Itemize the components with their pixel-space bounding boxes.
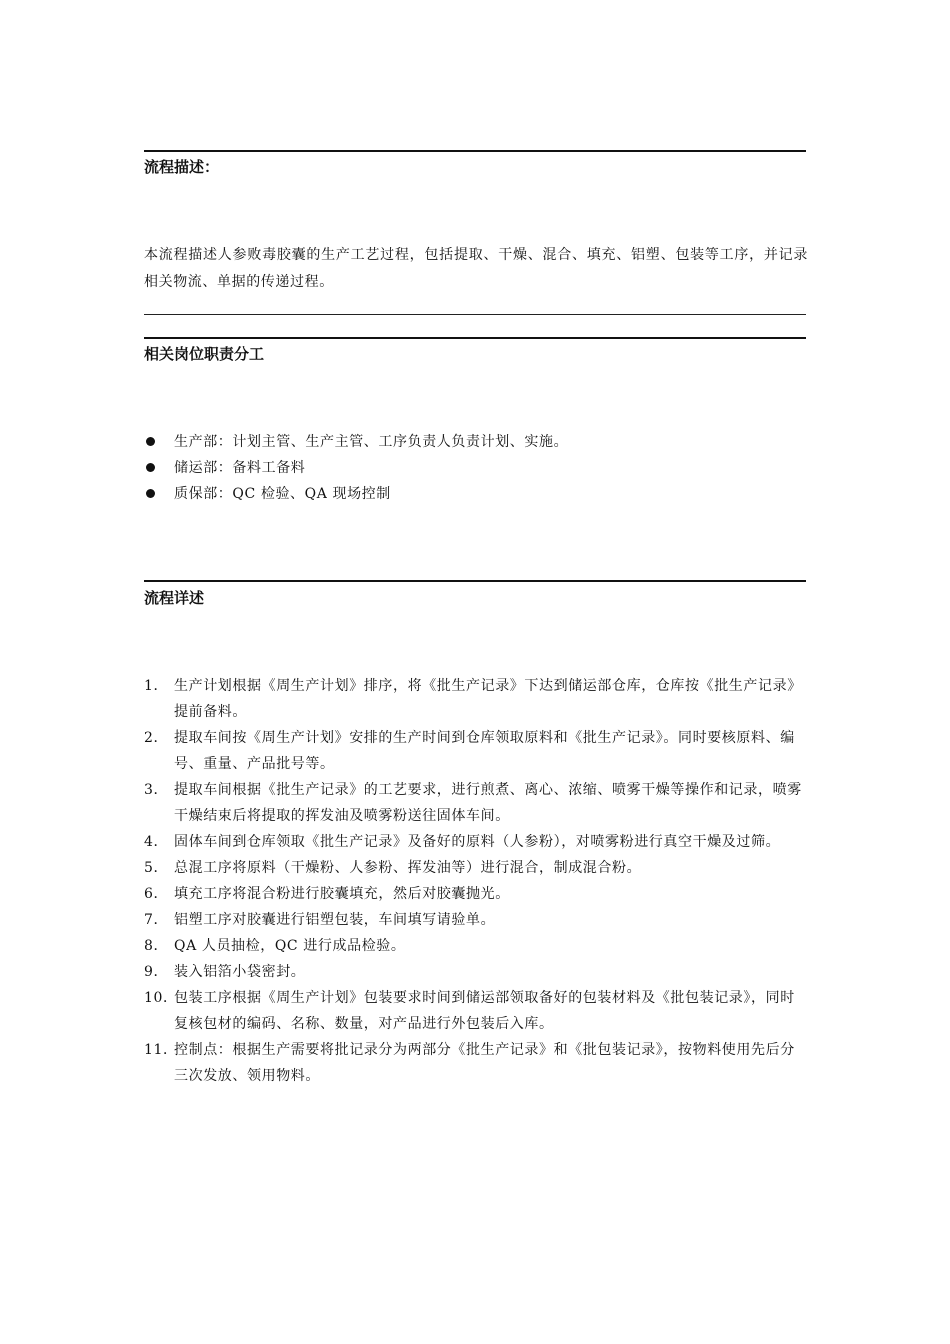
step-text: 包装工序根据《周生产计划》包装要求时间到储运部领取备好的包装材料及《批包装记录》，同时复核包材的编码、名称、数量，对产品进行外包装后入库。	[174, 990, 795, 1032]
section-title-description: 流程描述：	[144, 158, 220, 176]
list-item	[144, 959, 808, 985]
roles-list	[144, 429, 568, 507]
step-number: 9．	[144, 964, 169, 980]
list-item-text: 质保部：QC 检验、QA 现场控制	[174, 486, 391, 502]
step-number: 6．	[144, 886, 169, 902]
step-number: 10．	[144, 990, 178, 1006]
step-text: 提取车间按《周生产计划》安排的生产时间到仓库领取原料和《批生产记录》。同时要核原料、编号、重量、产品批号等。	[174, 730, 795, 772]
step-number: 7．	[144, 912, 169, 928]
bullet-icon	[146, 437, 155, 446]
step-text: 提取车间根据《批生产记录》的工艺要求，进行煎煮、离心、浓缩、喷雾干燥等操作和记录，喷雾干燥结束后将提取的挥发油及喷雾粉送往固体车间。	[174, 782, 802, 824]
list-item	[144, 881, 808, 907]
list-item	[144, 777, 808, 829]
section-divider	[144, 580, 806, 582]
process-steps-list	[144, 673, 808, 1089]
section-title-roles: 相关岗位职责分工	[144, 345, 265, 363]
step-text: 生产计划根据《周生产计划》排序，将《批生产记录》下达到储运部仓库，仓库按《批生产记录》提前备料。	[174, 678, 802, 720]
step-number: 5．	[144, 860, 169, 876]
step-number: 8．	[144, 938, 169, 954]
list-item	[144, 1037, 808, 1089]
step-text: 装入铝箔小袋密封。	[174, 964, 306, 980]
list-item	[144, 933, 808, 959]
step-text: 固体车间到仓库领取《批生产记录》及备好的原料（人参粉），对喷雾粉进行真空干燥及过筛。	[174, 834, 781, 850]
step-text: 铝塑工序对胶囊进行铝塑包装，车间填写请验单。	[174, 912, 496, 928]
step-number: 1．	[144, 678, 169, 694]
step-number: 11．	[144, 1042, 178, 1058]
list-item	[144, 829, 808, 855]
step-text: QA 人员抽检，QC 进行成品检验。	[174, 938, 406, 954]
list-item	[144, 855, 808, 881]
list-item	[144, 907, 808, 933]
list-item	[144, 673, 808, 725]
list-item	[144, 429, 568, 455]
list-item	[144, 725, 808, 777]
description-paragraph: 本流程描述人参败毒胶囊的生产工艺过程，包括提取、干燥、混合、填充、铝塑、包装等工序，并记录相关物流、单据的传递过程。	[144, 247, 808, 290]
step-text: 控制点：根据生产需要将批记录分为两部分《批生产记录》和《批包装记录》，按物料使用先后分三次发放、领用物料。	[174, 1042, 795, 1084]
section-divider	[144, 314, 806, 315]
list-item	[144, 985, 808, 1037]
step-number: 3．	[144, 782, 169, 798]
list-item-text: 生产部：计划主管、生产主管、工序负责人负责计划、实施。	[174, 434, 569, 450]
section-divider	[144, 150, 806, 152]
step-text: 总混工序将原料（干燥粉、人参粉、挥发油等）进行混合，制成混合粉。	[174, 860, 642, 876]
list-item	[144, 481, 568, 507]
section-title-details: 流程详述	[144, 589, 205, 607]
section-divider	[144, 337, 806, 339]
bullet-icon	[146, 489, 155, 498]
list-item	[144, 455, 568, 481]
bullet-icon	[146, 463, 155, 472]
step-text: 填充工序将混合粉进行胶囊填充，然后对胶囊抛光。	[174, 886, 510, 902]
step-number: 4．	[144, 834, 169, 850]
step-number: 2．	[144, 730, 169, 746]
list-item-text: 储运部：备料工备料	[174, 460, 306, 476]
